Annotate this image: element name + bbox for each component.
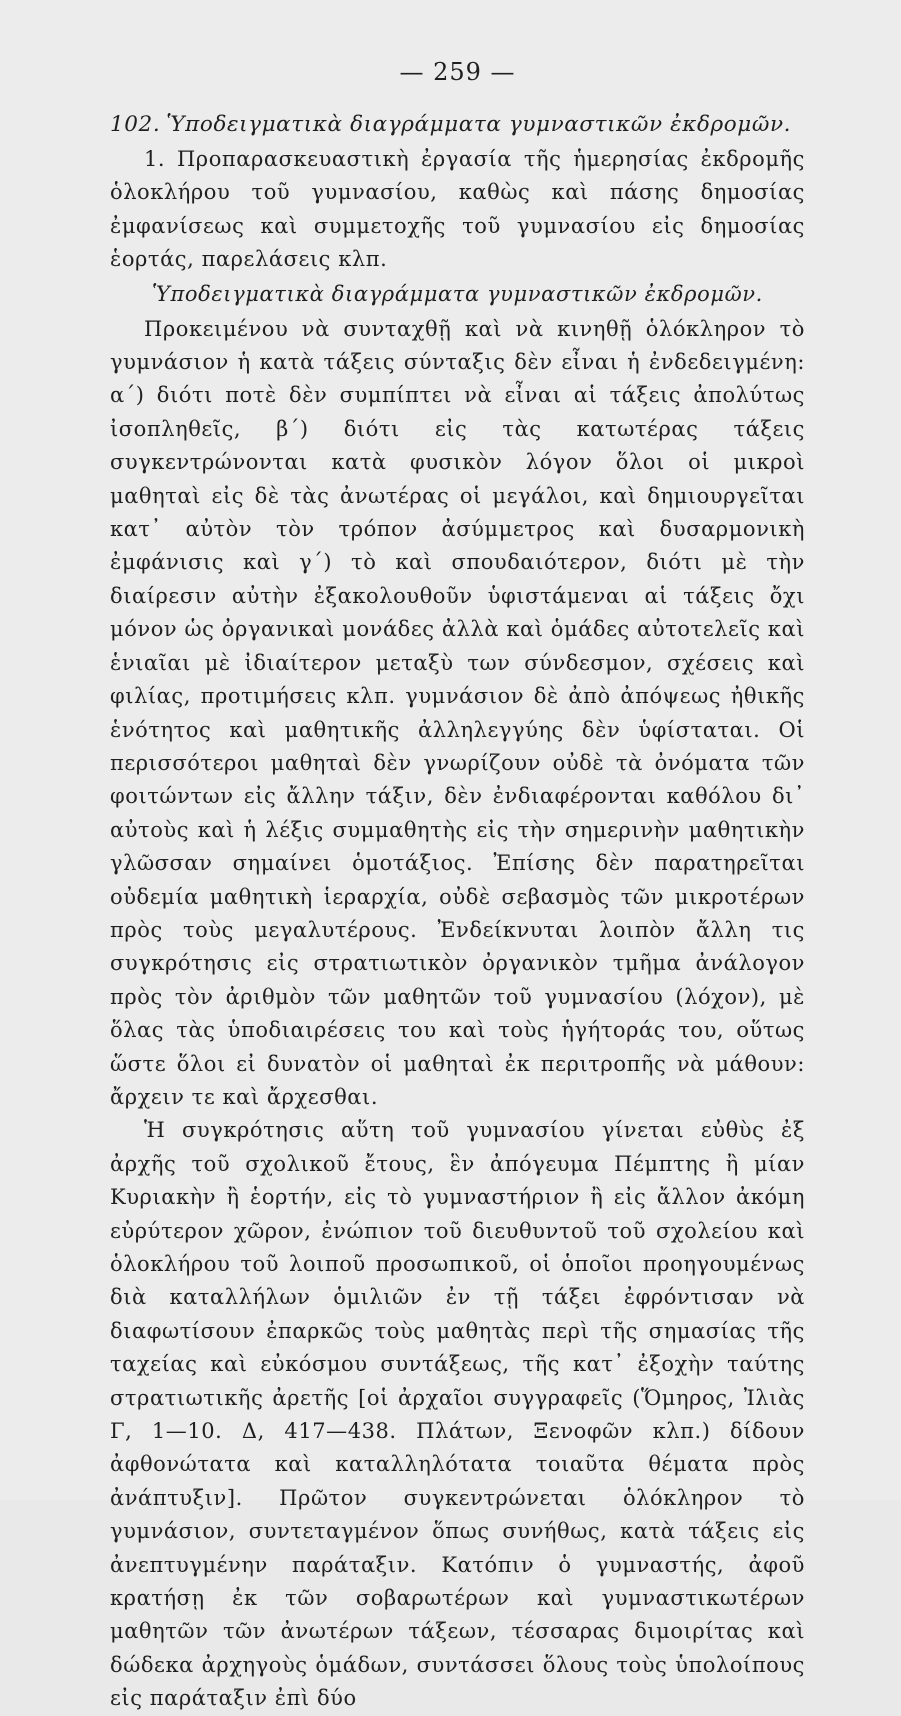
section-number: 102. — [110, 112, 161, 137]
subheading: Ὑποδειγματικὰ διαγράμματα γυμναστικῶν ἐκδρομῶν. — [152, 281, 763, 306]
page-number: — 259 — — [399, 58, 516, 86]
body-paragraph-1: Προκειμένου νὰ συνταχθῇ καὶ νὰ κινηθῇ ὁλόκληρον τὸ γυμνάσιον ἡ κατὰ τάξεις σύνταξις δὲν εἶναι ἡ ἐνδεδειγμένη: α΄) διότι ποτὲ δὲν συμπίπτει νὰ εἶναι αἱ τάξεις ἀπολύτως ἰσοπληθεῖς, β΄) διότι εἰς τὰς κατωτέρας τάξεις συγκεντρώνονται κατὰ φυσικὸν λόγον ὅλοι οἱ μικροὶ μαθηταὶ εἰς δὲ τὰς ἀνωτέρας οἱ μεγάλοι, καὶ δημιουργεῖται κατ᾽ αὐτὸν τὸν τρόπον ἀσύμμετρος καὶ δυσαρμονικὴ ἐμφάνισις καὶ γ΄) τὸ καὶ σπουδαιότερον, διότι μὲ τὴν διαίρεσιν αὐτὴν ἐξακολουθοῦν ὑφιστάμεναι αἱ τάξεις ὄχι μόνον ὡς ὀργανικαὶ μονάδες ἀλλὰ καὶ ὁμάδες αὐτοτελεῖς καὶ ἑνιαῖαι μὲ ἰδιαίτερον μεταξὺ των σύνδεσμον, σχέσεις καὶ φιλίας, προτιμήσεις κλπ. γυμνάσιον δὲ ἀπὸ ἀπόψεως ἠθικῆς ἑνότητος καὶ μαθητικῆς ἀλληλεγγύης δὲν ὑφίσταται. Οἱ περισσότεροι μαθηταὶ δὲν γνωρίζουν οὐδὲ τὰ ὀνόματα τῶν φοιτώντων εἰς ἄλλην τάξιν, δὲν ἐνδιαφέρονται καθόλου δι᾽ αὐτοὺς καὶ ἡ λέξις συμμαθητὴς εἰς τὴν σημερινὴν μαθητικὴν γλῶσσαν σημαίνει ὁμοτάξιος. Ἐπίσης δὲν παρατηρεῖται οὐδεμία μαθητικὴ ἱεραρχία, οὐδὲ σεβασμὸς τῶν μικροτέρων πρὸς τοὺς μεγαλυτέρους. Ἐνδείκνυται λοιπὸν ἄλλη τις συγκρότησις εἰς στρατιωτικὸν ὀργανικὸν τμῆμα ἀνάλογον πρὸς τὸν ἀριθμὸν τῶν μαθητῶν τοῦ γυμνασίου (λόχον), μὲ ὅλας τὰς ὑποδιαιρέσεις του καὶ τοὺς ἡγήτοράς του, οὕτως ὥστε ὅλοι εἰ δυνατὸν οἱ μαθηταὶ ἐκ περιτροπῆς νὰ μάθουν: ἄρχειν τε καὶ ἄρχεσθαι. — [110, 316, 805, 1109]
section-heading — [110, 108, 805, 142]
item-1-paragraph: 1. Προπαρασκευαστικὴ ἐργασία τῆς ἡμερησίας ἐκδρομῆς ὁλοκλήρου τοῦ γυμνασίου, καθὼς καὶ πάσης δημοσίας ἐμφανίσεως καὶ συμμετοχῆς τοῦ γυμνασίου εἰς δημοσίας ἑορτάς, παρελάσεις κλπ. — [110, 147, 805, 272]
section-title: Ὑποδειγματικὰ διαγράμματα γυμναστικῶν ἐκδρομῶν. — [166, 112, 792, 137]
body-paragraph-2: Ἡ συγκρότησις αὕτη τοῦ γυμνασίου γίνεται εὐθὺς ἐξ ἀρχῆς τοῦ σχολικοῦ ἔτους, ἓν ἀπόγευμα Πέμπτης ἢ μίαν Κυριακὴν ἢ ἑορτήν, εἰς τὸ γυμναστήριον ἢ εἰς ἄλλον ἀκόμη εὐρύτερον χῶρον, ἐνώπιον τοῦ διευθυντοῦ τοῦ σχολείου καὶ ὁλοκλήρου τοῦ λοιποῦ προσωπικοῦ, οἱ ὁποῖοι προηγουμένως διὰ καταλλήλων ὁμιλιῶν ἐν τῇ τάξει ἐφρόντισαν νὰ διαφωτίσουν ἐπαρκῶς τοὺς μαθητὰς περὶ τῆς σημασίας τῆς ταχείας καὶ εὐκόσμου συντάξεως, τῆς κατ᾽ ἐξοχὴν ταύτης στρατιωτικῆς ἀρετῆς [οἱ ἀρχαῖοι συγγραφεῖς (Ὅμηρος, Ἰλιὰς Γ, 1—10. Δ, 417—438. Πλάτων, Ξενοφῶν κλπ.) δίδουν ἀφθονώτατα καὶ καταλληλότατα τοιαῦτα θέματα πρὸς ἀνάπτυξιν]. Πρῶτον συγκεντρώνεται ὁλόκληρον τὸ γυμνάσιον, συντεταγμένον ὅπως συνήθως, κατὰ τάξεις εἰς ἀνεπτυγμένην παράταξιν. Κατόπιν ὁ γυμναστής, ἀφοῦ κρατήσῃ ἐκ τῶν σοβαρωτέρων καὶ γυμναστικωτέρων μαθητῶν τῶν ἀνωτέρων τάξεων, τέσσαρας διμοιρίτας καὶ δώδεκα ἀρχηγοὺς ὁμάδων, συντάσσει ὅλους τοὺς ὑπολοίπους εἰς παράταξιν ἐπὶ δύο — [110, 1118, 805, 1711]
